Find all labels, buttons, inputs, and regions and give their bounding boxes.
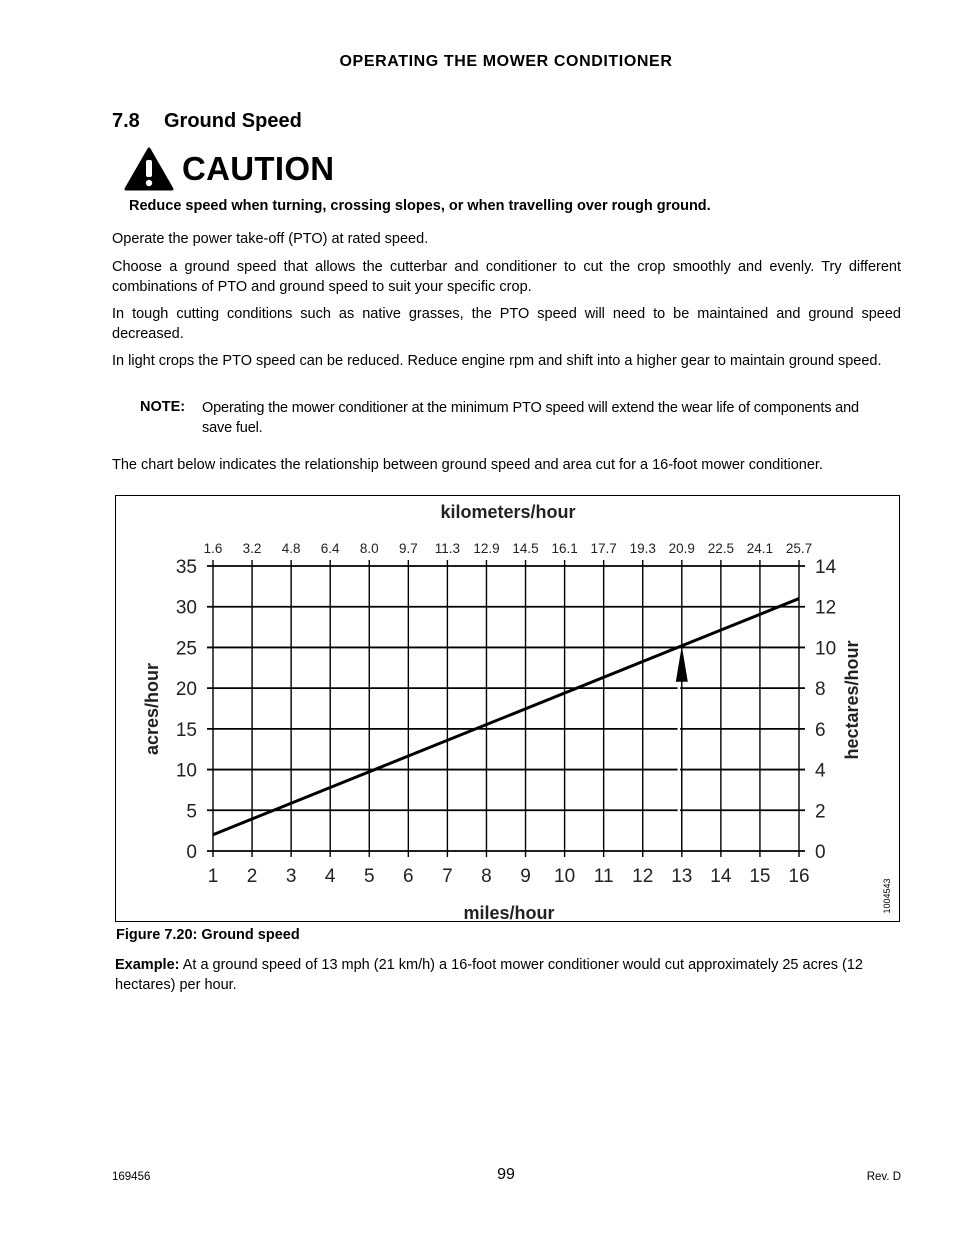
x-top-tick-label: 20.9 — [668, 541, 695, 556]
warning-triangle-icon — [124, 147, 174, 191]
y2-tick-label: 8 — [815, 679, 826, 701]
paragraph-light-crops: In light crops the PTO speed can be reduced. Reduce engine rpm and shift into a higher gear to maintain ground speed. — [112, 353, 882, 369]
x-tick-label: 13 — [671, 866, 693, 887]
note-text: Operating the mower conditioner at the minimum PTO speed will extend the wear life of components and save fuel. — [202, 400, 859, 436]
x-top-tick-label: 6.4 — [320, 541, 340, 556]
x-top-tick-label: 22.5 — [707, 541, 735, 556]
y-tick-label: 35 — [175, 557, 197, 578]
y-tick-label: 20 — [175, 679, 197, 701]
x-top-tick-label: 3.2 — [242, 541, 262, 556]
x-tick-label: 15 — [749, 866, 771, 887]
x-top-tick-label: 9.7 — [398, 541, 418, 556]
example-paragraph — [115, 956, 905, 995]
x-top-tick-label: 11.3 — [434, 541, 461, 556]
y-tick-label: 15 — [175, 719, 197, 741]
x-tick-label: 2 — [246, 866, 258, 887]
x-top-tick-label: 17.7 — [590, 541, 617, 556]
x-axis-title: miles/hour — [463, 903, 555, 923]
x-top-tick-label: 4.8 — [281, 541, 301, 556]
x-tick-label: 4 — [324, 866, 336, 887]
x-tick-label: 6 — [403, 866, 414, 887]
ground-speed-chart — [116, 496, 901, 923]
y2-tick-label: 14 — [815, 557, 837, 578]
x-tick-label: 12 — [632, 866, 654, 887]
caution-title: CAUTION — [182, 150, 335, 187]
x-top-tick-label: 8.0 — [359, 541, 379, 556]
example-label: Example: — [115, 957, 180, 973]
x-top-tick-label: 24.1 — [746, 541, 774, 556]
y-axis-title: acres/hour — [142, 662, 162, 756]
section-number: 7.8 — [112, 110, 140, 132]
caution-banner — [124, 146, 334, 192]
paragraph-ground-speed: Choose a ground speed that allows the cutterbar and conditioner to cut the crop smoothly and evenly. Try different combinations of PTO and ground speed to suit your specific crop. — [112, 259, 901, 295]
caution-message: Reduce speed when turning, crossing slopes, or when travelling over rough ground. — [129, 198, 711, 214]
y-tick-label: 25 — [175, 638, 197, 660]
page-header: OPERATING THE MOWER CONDITIONER — [339, 53, 673, 70]
x-top-tick-label: 12.9 — [473, 541, 500, 556]
section-heading — [112, 110, 302, 133]
figure-id: 1004543 — [882, 878, 892, 914]
x-top-tick-label: 25.7 — [785, 541, 813, 556]
x-tick-label: 9 — [520, 866, 531, 887]
y-tick-label: 0 — [186, 842, 197, 863]
x-top-tick-label: 16.1 — [551, 541, 578, 556]
y2-tick-label: 12 — [815, 597, 837, 619]
x-tick-label: 11 — [593, 866, 614, 887]
footer-page-number: 99 — [497, 1166, 515, 1183]
y-tick-label: 30 — [175, 597, 197, 619]
y2-tick-label: 10 — [815, 638, 837, 660]
annotation-arrow-head — [676, 646, 688, 682]
y2-tick-label: 2 — [815, 801, 826, 823]
note-label: NOTE: — [140, 399, 186, 415]
y2-tick-label: 6 — [815, 719, 826, 741]
y2-axis-title: hectares/hour — [842, 640, 862, 760]
chart-title: kilometers/hour — [440, 502, 576, 522]
figure-frame — [115, 495, 900, 922]
series-line — [213, 599, 799, 835]
y2-tick-label: 4 — [815, 760, 826, 782]
figure-caption: Figure 7.20: Ground speed — [116, 927, 300, 943]
x-tick-label: 8 — [481, 866, 492, 887]
chart-intro: The chart below indicates the relationship between ground speed and area cut for a 16-foot mower conditioner. — [112, 457, 823, 473]
x-tick-label: 10 — [554, 866, 576, 887]
x-tick-label: 14 — [710, 866, 732, 887]
x-tick-label: 16 — [788, 866, 810, 887]
x-tick-label: 1 — [207, 866, 219, 887]
paragraph-tough-conditions: In tough cutting conditions such as native grasses, the PTO speed will need to be maintained and ground speed decreased. — [112, 306, 901, 342]
section-title: Ground Speed — [164, 110, 302, 132]
y-tick-label: 10 — [175, 760, 197, 782]
paragraph-pto: Operate the power take-off (PTO) at rated speed. — [112, 231, 429, 247]
footer-doc-number: 169456 — [112, 1171, 151, 1183]
y-tick-label: 5 — [186, 801, 197, 823]
y2-tick-label: 0 — [815, 842, 826, 863]
x-top-tick-label: 1.6 — [203, 541, 223, 556]
example-text: At a ground speed of 13 mph (21 km/h) a 16-foot mower conditioner would cut approximately 25 acres (12 hectares) per hour. — [115, 957, 863, 993]
x-tick-label: 5 — [363, 866, 375, 887]
x-top-tick-label: 19.3 — [629, 541, 656, 556]
x-tick-label: 3 — [285, 866, 297, 887]
footer-revision: Rev. D — [866, 1171, 901, 1183]
x-top-tick-label: 14.5 — [512, 541, 539, 556]
x-tick-label: 7 — [442, 866, 453, 887]
